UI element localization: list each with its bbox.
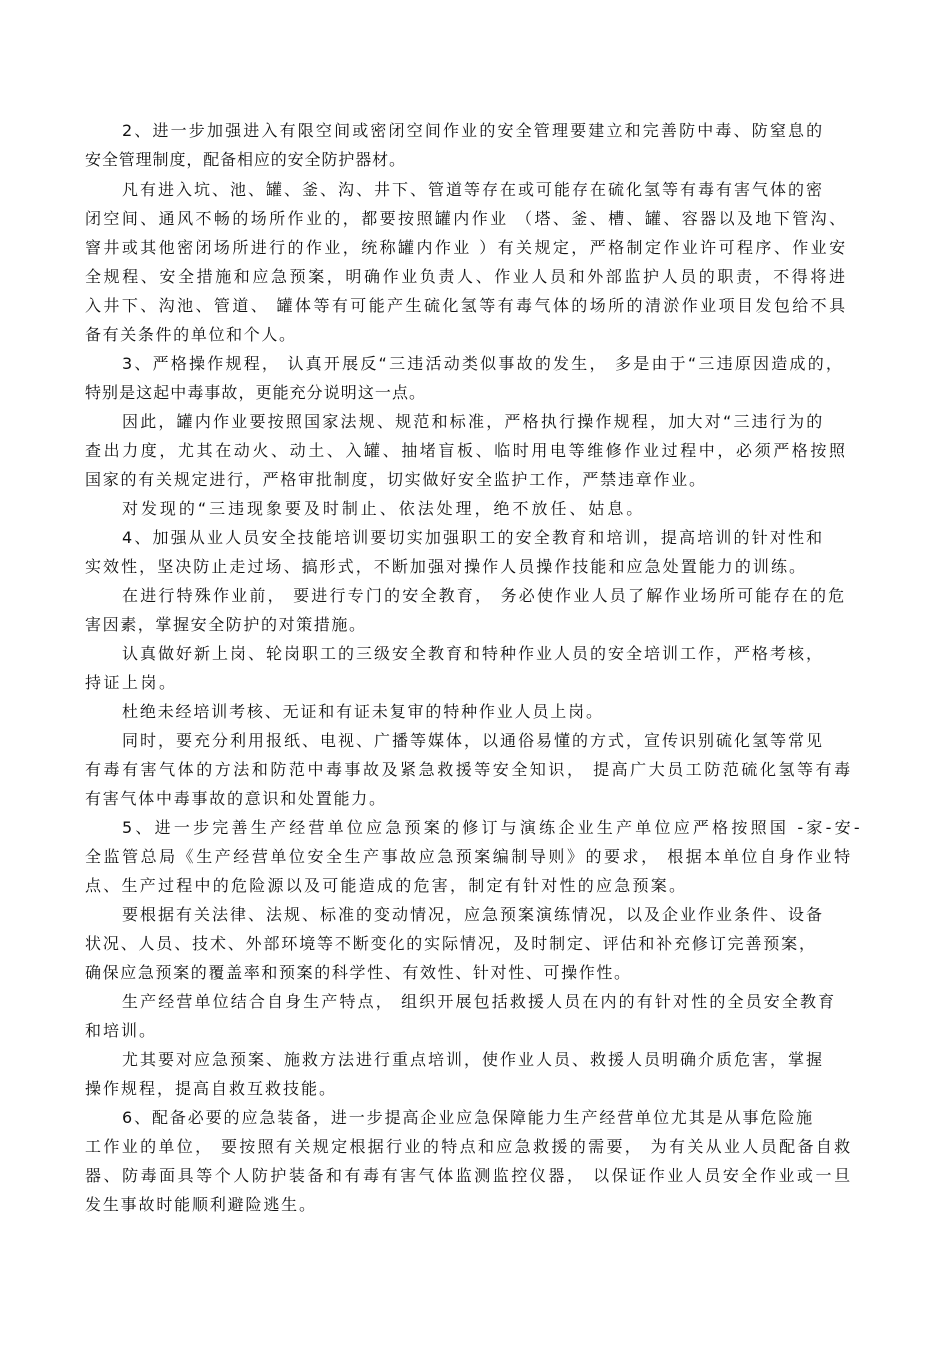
text-line: 同时，要充分利用报纸、电视、广播等媒体，以通俗易懂的方式，宣传识别硫化氢等常见 (122, 731, 825, 750)
text-line: 3、严格操作规程， 认真开展反“三违活动类似事故的发生， 多是由于“三违原因造成的， (122, 354, 845, 373)
text-line: 凡有进入坑、池、罐、釜、沟、井下、管道等存在或可能存在硫化氢等有毒有害气体的密 (122, 180, 825, 199)
text-line: 和培训。 (85, 1021, 158, 1040)
text-line: 生产经营单位结合自身生产特点， 组织开展包括救援人员在内的有针对性的全员安全教育 (122, 992, 837, 1011)
text-line: 认真做好新上岗、轮岗职工的三级安全教育和特种作业人员的安全培训工作，严格考核， (122, 644, 825, 663)
text-line: 状况、人员、技术、外部环境等不断变化的实际情况，及时制定、评估和补充修订完善预案， (85, 934, 817, 953)
text-line: 实效性，坚决防止走过场、搞形式，不断加强对操作人员操作技能和应急处置能力的训练。 (85, 557, 808, 576)
text-line: 特别是这起中毒事故，更能充分说明这一点。 (85, 383, 427, 402)
text-line: 有毒有害气体的方法和防范中毒事故及紧急救援等安全知识， 提高广大员工防范硫化氢等有毒 (85, 760, 853, 779)
text-line: 窨井或其他密闭场所进行的作业，统称罐内作业 ）有关规定，严格制定作业许可程序、作业安 (85, 238, 848, 257)
text-line: 杜绝未经培训考核、无证和有证未复审的特种作业人员上岗。 (122, 702, 604, 721)
text-line: 害因素，掌握安全防护的对策措施。 (85, 615, 367, 634)
text-line: 确保应急预案的覆盖率和预案的科学性、有效性、针对性、可操作性。 (85, 963, 632, 982)
text-line: 6、配备必要的应急装备，进一步提高企业应急保障能力生产经营单位尤其是从事危险施 (122, 1108, 815, 1127)
text-line: 要根据有关法律、法规、标准的变动情况，应急预案演练情况，以及企业作业条件、设备 (122, 905, 825, 924)
text-line: 在进行特殊作业前， 要进行专门的安全教育， 务必使作业人员了解作业场所可能存在的危 (122, 586, 847, 605)
text-line: 有害气体中毒事故的意识和处置能力。 (85, 789, 387, 808)
text-line: 全监管总局《生产经营单位安全生产事故应急预案编制导则》的要求， 根据本单位自身作业特 (85, 847, 853, 866)
text-line: 点、生产过程中的危险源以及可能造成的危害，制定有针对性的应急预案。 (85, 876, 688, 895)
text-line: 器、防毒面具等个人防护装备和有毒有害气体监测监控仪器， 以保证作业人员安全作业或一旦 (85, 1166, 853, 1185)
text-line: 工作业的单位， 要按照有关规定根据行业的特点和应急救援的需要， 为有关从业人员配备自救 (85, 1137, 853, 1156)
text-line: 4、加强从业人员安全技能培训要切实加强职工的安全教育和培训，提高培训的针对性和 (122, 528, 825, 547)
text-line: 备有关条件的单位和个人。 (85, 325, 297, 344)
text-line: 持证上岗。 (85, 673, 178, 692)
text-line: 尤其要对应急预案、施救方法进行重点培训，使作业人员、救援人员明确介质危害，掌握 (122, 1050, 825, 1069)
text-line: 闭空间、通风不畅的场所作业的，都要按照罐内作业 （塔、釜、槽、罐、容器以及地下管沟、 (85, 209, 848, 228)
text-line: 安全管理制度，配备相应的安全防护器材。 (85, 150, 406, 169)
text-line: 发生事故时能顺利避险逃生。 (85, 1195, 317, 1214)
text-line: 对发现的“三违现象要及时制止、依法处理，绝不放任、姑息。 (122, 499, 646, 518)
text-line: 因此，罐内作业要按照国家法规、规范和标准，严格执行操作规程，加大对“三违行为的 (122, 412, 825, 431)
text-line: 国家的有关规定进行，严格审批制度，切实做好安全监护工作，严禁违章作业。 (85, 470, 707, 489)
text-line: 操作规程，提高自救互救技能。 (85, 1079, 338, 1098)
text-line: 2、进一步加强进入有限空间或密闭空间作业的安全管理要建立和完善防中毒、防窒息的 (122, 121, 825, 140)
text-line: 5、进一步完善生产经营单位应急预案的修订与演练企业生产单位应严格按照国 -家-安- (122, 818, 863, 837)
text-line: 入井下、沟池、管道、 罐体等有可能产生硫化氢等有毒气体的场所的清淤作业项目发包给不具 (85, 296, 848, 315)
text-line: 全规程、安全措施和应急预案，明确作业负责人、作业人员和外部监护人员的职责，不得将进 (85, 267, 848, 286)
text-line: 查出力度，尤其在动火、动土、入罐、抽堵盲板、临时用电等维修作业过程中，必须严格按照 (85, 441, 848, 460)
